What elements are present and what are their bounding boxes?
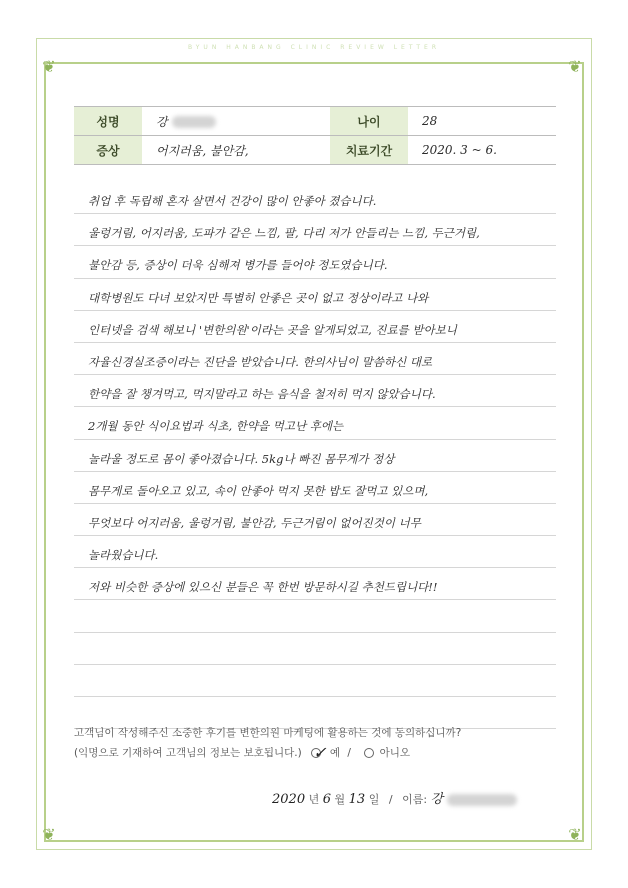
review-line: [74, 600, 556, 632]
consent-options: [74, 743, 554, 763]
sign-day-unit: 일: [368, 793, 380, 806]
redaction-blur: [447, 794, 517, 806]
age-label: 나이: [330, 107, 408, 136]
sign-day: 13: [348, 792, 366, 807]
corner-ornament-icon: ❦: [42, 825, 56, 844]
symptom-value: 어지러움, 불안감,: [142, 136, 330, 165]
signature-line: [272, 788, 562, 807]
info-row: [74, 136, 556, 165]
sign-slash: /: [388, 793, 393, 806]
review-line: 무엇보다 어지러움, 울렁거림, 불안감, 두근거림이 없어진것이 너무: [74, 504, 556, 536]
review-line: 취업 후 독립해 혼자 살면서 건강이 많이 안좋아 졌습니다.: [74, 182, 556, 214]
review-text-area: [74, 182, 556, 729]
review-line: [74, 633, 556, 665]
review-line: 저와 비슷한 증상에 있으신 분들은 꼭 한번 방문하시길 추천드립니다!!: [74, 568, 556, 600]
consent-no-radio[interactable]: [364, 748, 374, 758]
consent-separator: /: [347, 747, 351, 759]
corner-ornament-icon: ❦: [42, 57, 56, 76]
review-line: 놀라웠습니다.: [74, 536, 556, 568]
review-line: 한약을 잘 챙겨먹고, 먹지말라고 하는 음식을 철저히 먹지 않았습니다.: [74, 375, 556, 407]
period-value: 2020. 3 ~ 6.: [408, 136, 556, 165]
sign-month: 6: [322, 792, 332, 807]
sign-year: 2020: [272, 792, 306, 807]
name-label: 성명: [74, 107, 142, 136]
sign-name-value: 강: [430, 792, 444, 807]
consent-question: 고객님이 작성해주신 소중한 후기를 변한의원 마케팅에 활용하는 것에 동의하십니까?: [74, 727, 462, 739]
review-line: 몸무게로 돌아오고 있고, 속이 안좋아 먹지 못한 밥도 잘먹고 있으며,: [74, 472, 556, 504]
sign-month-unit: 월: [334, 793, 346, 806]
consent-yes-label: 예: [329, 747, 340, 759]
review-line: 2개월 동안 식이요법과 식초, 한약을 먹고난 후에는: [74, 407, 556, 439]
corner-ornament-icon: ❦: [568, 57, 582, 76]
review-line: [74, 665, 556, 697]
review-line: 대학병원도 다녀 보았지만 특별히 안좋은 곳이 없고 정상이라고 나와: [74, 279, 556, 311]
review-line: 놀라울 정도로 몸이 좋아졌습니다. 5kg나 빠진 몸무게가 정상: [74, 440, 556, 472]
header-strip: BYUN HANBANG CLINIC REVIEW LETTER: [187, 44, 441, 51]
consent-note: (익명으로 기재하여 고객님의 정보는 보호됩니다.): [74, 747, 302, 759]
review-line: 자율신경실조증이라는 진단을 받았습니다. 한의사님이 말씀하신 대로: [74, 343, 556, 375]
sign-year-unit: 년: [308, 793, 320, 806]
checkmark-icon: ✓: [313, 743, 327, 762]
info-row: [74, 107, 556, 136]
info-table: [74, 106, 556, 165]
period-label: 치료기간: [330, 136, 408, 165]
redaction-blur: [172, 116, 216, 128]
sign-name-label: 이름:: [402, 793, 428, 806]
symptom-label: 증상: [74, 136, 142, 165]
name-field: [142, 107, 330, 136]
name-value: 강: [156, 114, 168, 129]
age-value: 28: [408, 107, 556, 136]
consent-section: [74, 724, 554, 763]
review-line: 인터넷을 검색 해보니 '변한의원'이라는 곳을 알게되었고, 진료를 받아보니: [74, 311, 556, 343]
review-line: 불안감 등, 증상이 더욱 심해져 병가를 들어야 정도였습니다.: [74, 246, 556, 278]
review-line: 울렁거림, 어지러움, 도파가 같은 느낌, 팔, 다리 저가 안들리는 느낌, 두근거림,: [74, 214, 556, 246]
consent-no-label: 아니오: [379, 747, 411, 759]
corner-ornament-icon: ❦: [568, 825, 582, 844]
